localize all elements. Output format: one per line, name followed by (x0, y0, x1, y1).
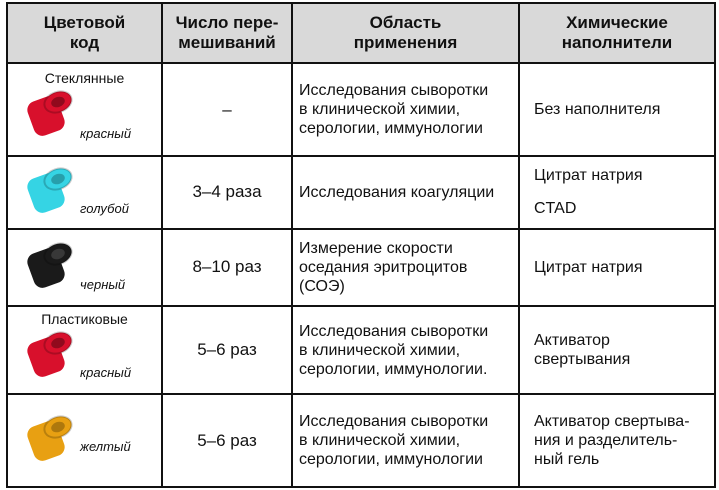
application-cell (292, 63, 519, 156)
application-line: в клинической химии, (299, 432, 461, 450)
tube-cap-icon (26, 327, 80, 383)
filler-line: CTAD (534, 200, 577, 218)
application-line: (СОЭ) (299, 277, 345, 295)
header-fillers-line2: наполнители (561, 33, 673, 53)
application-cell (292, 394, 519, 487)
mix-count-cell: 5–6 раз (162, 306, 292, 394)
group-label-plastic: Пластиковые (41, 311, 128, 328)
filler-line: ния и разделитель- (534, 432, 678, 450)
header-color-code-line1: Цветовой (43, 13, 126, 33)
filler-line: ный гель (534, 451, 600, 469)
table-row (7, 306, 715, 394)
header-row (7, 3, 715, 63)
application-line: Исследования коагуляции (299, 183, 495, 201)
application-line: оседания эритроцитов (299, 258, 468, 276)
header-color-code (7, 3, 162, 63)
filler-line: Активатор (534, 332, 610, 350)
color-cell (7, 156, 162, 228)
color-name: желтый (80, 439, 131, 455)
filler-line: Без наполнителя (534, 101, 661, 119)
tube-cap-shape (26, 165, 75, 216)
table-row (7, 63, 715, 156)
application-cell (292, 229, 519, 307)
application-line: серологии, иммунологии. (299, 360, 488, 378)
header-application-line2: применения (353, 33, 458, 53)
tube-cap-icon (26, 163, 80, 219)
table-row (7, 394, 715, 487)
table-row (7, 156, 715, 228)
fillers-cell (519, 229, 715, 307)
tube-cap-icon (26, 86, 80, 142)
mix-count-cell: 5–6 раз (162, 394, 292, 487)
color-name: голубой (80, 201, 129, 217)
header-application-line1: Область (369, 13, 442, 33)
header-color-code-line2: код (69, 33, 100, 53)
application-line: Исследования сыворотки (299, 82, 489, 100)
filler-line: Цитрат натрия (534, 258, 643, 276)
header-application (292, 3, 519, 63)
mix-count-cell: – (162, 63, 292, 156)
table-row (7, 229, 715, 307)
fillers-cell (519, 156, 715, 228)
application-line: в клинической химии, (299, 341, 461, 359)
color-name: черный (80, 276, 126, 292)
application-line: Исследования сыворотки (299, 322, 489, 340)
color-name: красный (80, 365, 132, 381)
filler-line: Активатор свертыва- (534, 413, 690, 431)
tube-cap-shape (26, 329, 75, 380)
header-fillers-line1: Химические (566, 13, 668, 33)
group-label-glass: Стеклянные (44, 70, 125, 87)
application-line: серологии, иммунологии (299, 120, 483, 138)
application-cell (292, 306, 519, 394)
filler-line: Цитрат натрия (534, 167, 643, 185)
color-cell (7, 63, 162, 156)
application-line: Измерение скорости (299, 239, 453, 257)
mix-count-cell: 8–10 раз (162, 229, 292, 307)
tube-cap-icon (26, 238, 80, 294)
color-cell (7, 394, 162, 487)
tube-color-table (6, 2, 716, 488)
tube-cap-icon (26, 411, 80, 467)
header-mix-count-line2: мешиваний (178, 33, 276, 53)
tube-cap-shape (26, 88, 75, 139)
header-mix-count-line1: Число пере- (175, 13, 279, 33)
filler-line: свертывания (534, 351, 631, 369)
fillers-cell (519, 394, 715, 487)
tube-cap-shape (26, 239, 75, 290)
fillers-cell (519, 306, 715, 394)
color-cell (7, 306, 162, 394)
color-name: красный (80, 126, 132, 142)
application-line: в клинической химии, (299, 101, 461, 119)
mix-count-cell: 3–4 раза (162, 156, 292, 228)
color-cell (7, 229, 162, 307)
application-line: серологии, иммунологии (299, 451, 483, 469)
tube-cap-shape (26, 413, 75, 464)
application-line: Исследования сыворотки (299, 413, 489, 431)
header-mix-count (162, 3, 292, 63)
application-cell (292, 156, 519, 228)
fillers-cell (519, 63, 715, 156)
header-fillers (519, 3, 715, 63)
